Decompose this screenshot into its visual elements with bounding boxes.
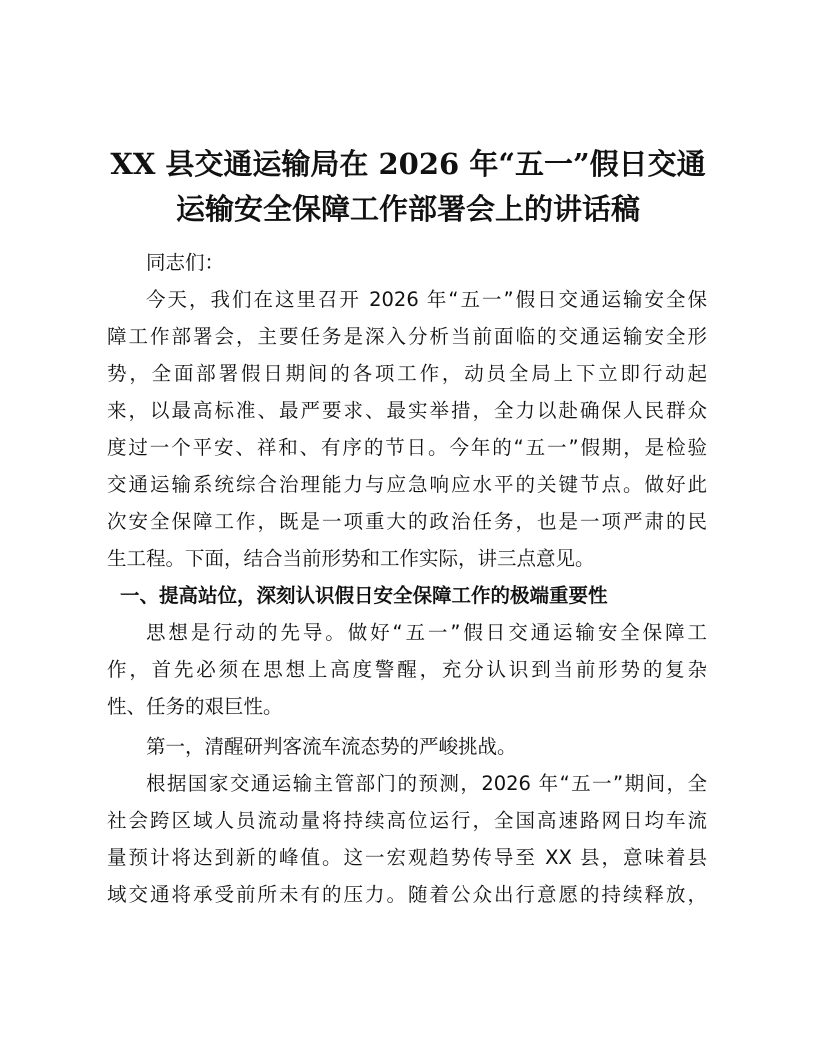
salutation: 同志们：: [146, 251, 225, 274]
paragraph-line: 作，首先必须在思想上高度警醒，充分认识到当前形势的复杂: [107, 658, 707, 681]
paragraph-line: 障工作部署会，主要任务是深入分析当前面临的交通运输安全形: [107, 325, 707, 348]
paragraph-line: 量预计将达到新的峰值。这一宏观趋势传导至 XX 县，意味着县: [107, 846, 707, 869]
paragraph-line: 思想是行动的先导。做好“五一”假日交通运输安全保障工: [146, 621, 707, 644]
paragraph-line: 根据国家交通运输主管部门的预测，2026 年“五一”期间，全: [146, 772, 707, 795]
document-title-line-1: XX 县交通运输局在 2026 年“五一”假日交通: [110, 147, 706, 181]
paragraph-line: 势，全面部署假日期间的各项工作，动员全局上下立即行动起: [107, 362, 707, 385]
paragraph-line: 社会跨区域人员流动量将持续高位运行，全国高速路网日均车流: [107, 809, 707, 832]
paragraph-line: 今天，我们在这里召开 2026 年“五一”假日交通运输安全保: [146, 288, 707, 311]
document-title-line-2: 运输安全保障工作部署会上的讲话稿: [175, 192, 640, 226]
section-heading: 一、提高站位，深刻认识假日安全保障工作的极端重要性: [120, 584, 608, 607]
paragraph-line: 来，以最高标准、最严要求、最实举措，全力以赴确保人民群众: [107, 399, 707, 422]
paragraph-line: 性、任务的艰巨性。: [107, 695, 283, 718]
paragraph-line: 生工程。下面，结合当前形势和工作实际，讲三点意见。: [107, 547, 595, 570]
subsection-heading: 第一，清醒研判客流车流态势的严峻挑战。: [146, 735, 517, 758]
paragraph-line: 交通运输系统综合治理能力与应急响应水平的关键节点。做好此: [107, 473, 707, 496]
paragraph-line: 域交通将承受前所未有的压力。随着公众出行意愿的持续释放，: [107, 883, 707, 906]
paragraph-line: 度过一个平安、祥和、有序的节日。今年的“五一”假期，是检验: [107, 436, 707, 459]
paragraph-line: 次安全保障工作，既是一项重大的政治任务，也是一项严肃的民: [107, 510, 707, 533]
